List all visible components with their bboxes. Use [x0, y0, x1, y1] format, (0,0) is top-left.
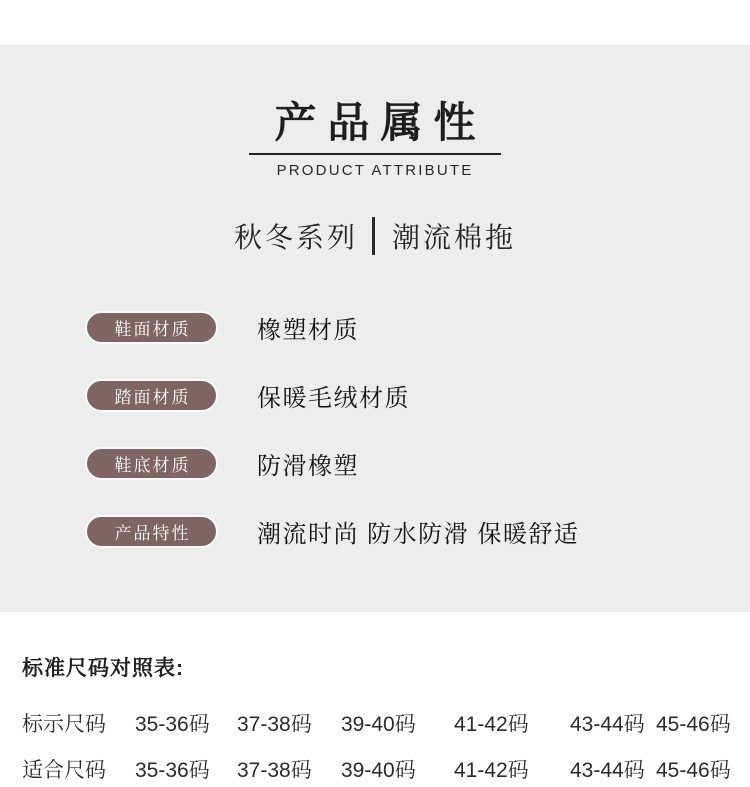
size-chart-section — [0, 612, 750, 787]
title-block — [0, 99, 750, 179]
attribute-row-upper-material — [85, 310, 750, 345]
size-value: 45-46码 — [656, 713, 731, 736]
size-chart-row-marked-size — [22, 708, 750, 738]
title-divider — [249, 153, 501, 155]
attribute-row-product-features — [85, 514, 750, 549]
attribute-row-tread-material — [85, 378, 750, 413]
series-divider — [372, 217, 375, 255]
size-value: 37-38码 — [237, 759, 312, 782]
size-row-label: 标示尺码 — [22, 713, 106, 736]
attribute-value: 橡塑材质 — [257, 317, 359, 344]
size-chart-row-fit-size — [22, 754, 750, 784]
size-value: 35-36码 — [135, 713, 210, 736]
attribute-badge-label: 鞋面材质 — [114, 320, 191, 339]
page-title: 产品属性 — [274, 99, 487, 146]
attribute-value: 保暖毛绒材质 — [257, 385, 410, 412]
attribute-badge — [85, 515, 218, 548]
series-line — [0, 216, 750, 256]
size-value: 41-42码 — [454, 759, 529, 782]
series-left-label: 秋冬系列 — [233, 222, 358, 253]
size-value: 39-40码 — [341, 759, 416, 782]
attribute-section — [0, 45, 750, 612]
attribute-badge — [85, 311, 218, 344]
size-value: 45-46码 — [656, 759, 731, 782]
size-value: 43-44码 — [570, 759, 645, 782]
size-value: 35-36码 — [135, 759, 210, 782]
size-value: 43-44码 — [570, 713, 645, 736]
page-subtitle-en: PRODUCT ATTRIBUTE — [276, 162, 474, 179]
attribute-badge — [85, 379, 218, 412]
size-value: 37-38码 — [237, 713, 312, 736]
attribute-badge-label: 踏面材质 — [114, 388, 191, 407]
series-right-label: 潮流棉拖 — [392, 222, 517, 253]
size-chart-heading: 标准尺码对照表: — [22, 657, 184, 680]
attribute-value: 潮流时尚 防水防滑 保暖舒适 — [257, 521, 580, 548]
attribute-badge-label: 产品特性 — [114, 524, 191, 543]
attribute-rows — [0, 310, 750, 549]
attribute-badge-label: 鞋底材质 — [114, 456, 191, 475]
attribute-badge — [85, 447, 218, 480]
attribute-value: 防滑橡塑 — [257, 453, 359, 480]
size-value: 41-42码 — [454, 713, 529, 736]
size-row-label: 适合尺码 — [22, 759, 106, 782]
attribute-row-sole-material — [85, 446, 750, 481]
size-value: 39-40码 — [341, 713, 416, 736]
